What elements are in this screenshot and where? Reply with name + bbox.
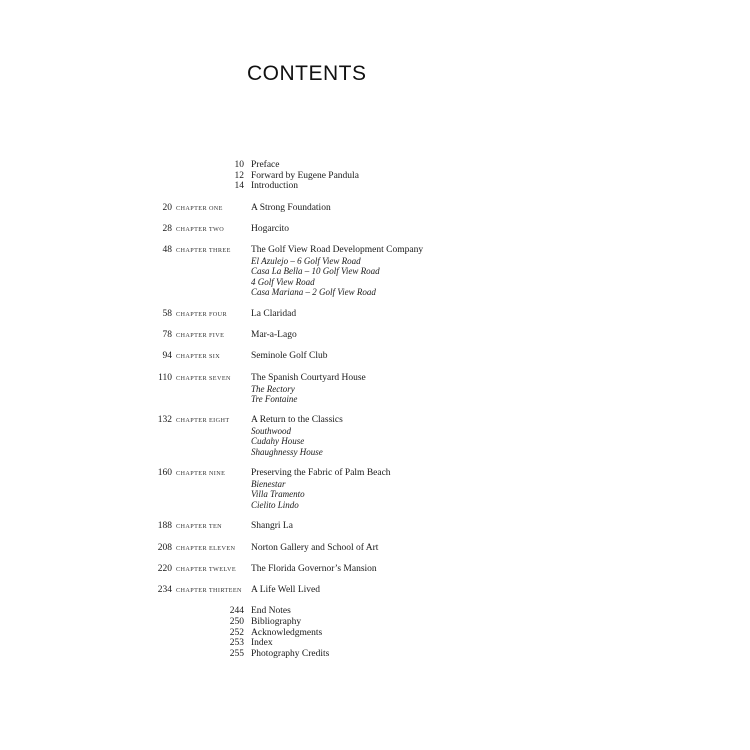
chapter-subtitle: Cielito Lindo: [251, 499, 299, 510]
page-number: 10: [234, 160, 244, 170]
page-number: 78: [162, 330, 172, 340]
chapter-label: CHAPTER TWO: [176, 226, 225, 233]
chapter-subtitle: Cudahy House: [251, 436, 305, 447]
page-number: 250: [229, 617, 244, 627]
chapter-title: Shangri La: [251, 521, 293, 531]
chapter-label: CHAPTER ONE: [176, 205, 223, 212]
page-number: 255: [229, 649, 244, 659]
chapter-label: CHAPTER THREE: [176, 247, 231, 254]
page-number: 94: [162, 351, 172, 361]
chapter-subtitle: The Rectory: [251, 383, 295, 394]
chapter-subtitle: Bienestar: [251, 478, 286, 489]
chapter-title: The Florida Governor’s Mansion: [251, 564, 377, 574]
page-number: 208: [157, 543, 172, 553]
page-number: 188: [157, 521, 172, 531]
entry-title: Photography Credits: [251, 649, 330, 659]
chapter-title: The Spanish Courtyard House: [251, 373, 366, 383]
page-number: 253: [229, 638, 244, 648]
chapter-subtitle: Shaughnessy House: [251, 446, 323, 457]
page-number: 244: [229, 606, 244, 616]
chapter-subtitle: Casa Mariana – 2 Golf View Road: [251, 287, 376, 298]
page-number: 234: [157, 585, 172, 595]
chapter-title: La Claridad: [251, 309, 297, 319]
page-number: 132: [157, 415, 172, 425]
page-number: 252: [229, 628, 244, 638]
chapter-subtitle: Casa La Bella – 10 Golf View Road: [251, 266, 380, 277]
chapter-label: CHAPTER FIVE: [176, 332, 225, 339]
chapter-subtitle: 4 Golf View Road: [251, 276, 315, 287]
chapter-subtitle: Tre Fontaine: [251, 394, 298, 405]
chapter-text: [251, 468, 391, 510]
chapter-label: CHAPTER EIGHT: [176, 417, 230, 424]
page-number: 12: [234, 171, 244, 181]
chapter-label: CHAPTER TWELVE: [176, 566, 237, 573]
chapter-title: Preserving the Fabric of Palm Beach: [251, 468, 391, 478]
chapter-subtitle: Villa Tramento: [251, 489, 305, 500]
entry-title: End Notes: [251, 606, 291, 616]
chapter-text: [251, 415, 343, 457]
chapter-title: Seminole Golf Club: [251, 351, 328, 361]
entry-title: Introduction: [251, 181, 298, 191]
chapter-title: A Life Well Lived: [251, 585, 320, 595]
chapter-label: CHAPTER FOUR: [176, 311, 228, 318]
chapter-text: [251, 245, 423, 298]
page-number: 28: [162, 224, 172, 234]
page-number: 110: [158, 373, 172, 383]
page-number: 14: [234, 181, 244, 191]
chapter-title: A Return to the Classics: [251, 415, 343, 425]
page-number: 160: [157, 468, 172, 478]
entry-title: Forward by Eugene Pandula: [251, 171, 359, 181]
page-title: CONTENTS: [247, 62, 367, 85]
chapter-label: CHAPTER SEVEN: [176, 375, 231, 382]
chapter-title: Mar-a-Lago: [251, 330, 297, 340]
chapter-title: A Strong Foundation: [251, 203, 331, 213]
page-number: 48: [162, 245, 172, 255]
page-number: 220: [157, 564, 172, 574]
page-number: 58: [162, 309, 172, 319]
chapter-title: The Golf View Road Development Company: [251, 245, 424, 255]
entry-title: Bibliography: [251, 617, 302, 627]
entry-title: Preface: [251, 160, 280, 170]
chapter-label: CHAPTER NINE: [176, 470, 226, 477]
chapter-title: Norton Gallery and School of Art: [251, 543, 379, 553]
chapter-subtitle: Southwood: [251, 425, 292, 436]
chapter-label: CHAPTER SIX: [176, 353, 221, 360]
chapter-text: [251, 373, 366, 405]
chapter-label: CHAPTER THIRTEEN: [176, 587, 242, 594]
chapter-title: Hogarcito: [251, 224, 289, 234]
chapter-label: CHAPTER ELEVEN: [176, 545, 236, 552]
chapter-subtitle: El Azulejo – 6 Golf View Road: [251, 255, 361, 266]
chapter-label: CHAPTER TEN: [176, 523, 223, 530]
page-number: 20: [162, 203, 172, 213]
entry-title: Index: [251, 638, 273, 648]
entry-title: Acknowledgments: [251, 628, 323, 638]
